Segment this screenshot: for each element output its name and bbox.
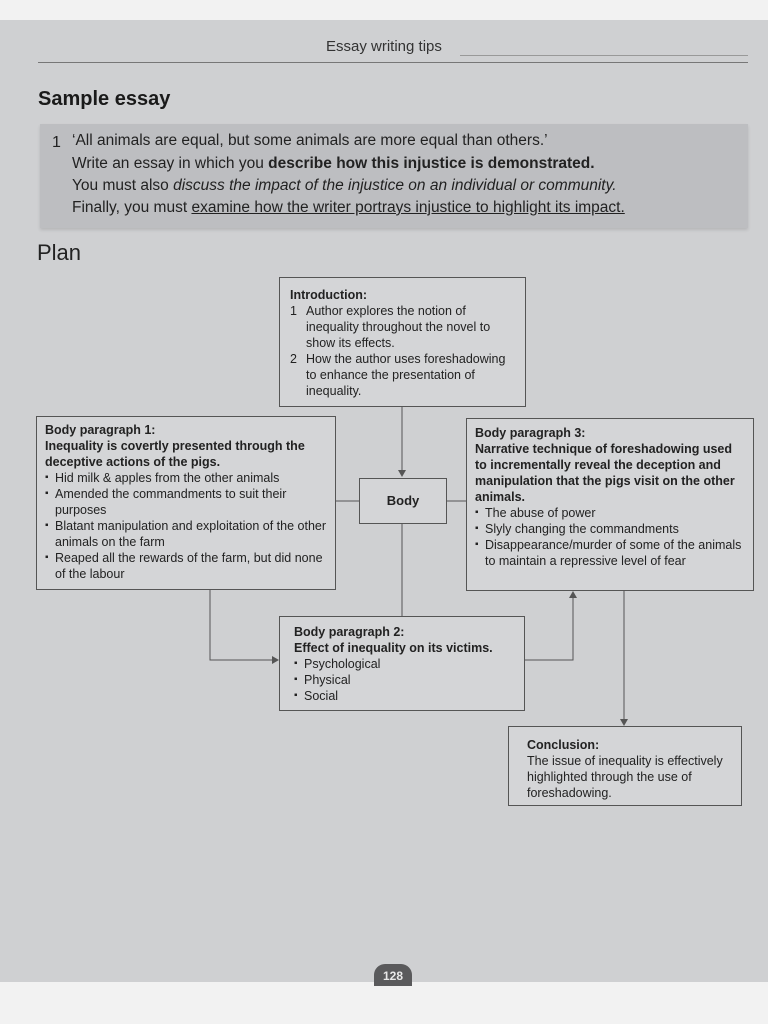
question-line-1: ‘All animals are equal, but some animals are more equal than others.’ — [72, 132, 548, 149]
introduction-item-2: 2 How the author uses foreshadowing to enhance the presentation of inequality. — [290, 352, 506, 398]
introduction-item-1: 1 Author explores the notion of inequality throughout the novel to show its effects. — [290, 304, 491, 350]
body-paragraph-1-item: ▪ Hid milk & apples from the other animals — [45, 470, 327, 486]
body-paragraph-3-box — [466, 418, 754, 591]
body-paragraph-1-item: ▪ Blatant manipulation and exploitation of the other animals on the farm — [45, 518, 327, 550]
introduction-title: Introduction: — [290, 288, 368, 302]
body-paragraph-1-box — [36, 416, 336, 590]
body-paragraph-1-title: Body paragraph 1: — [45, 423, 156, 437]
body-paragraph-1-item: ▪ Amended the commandments to suit their purposes — [45, 486, 327, 518]
arrow-down-body — [398, 470, 406, 477]
body-paragraph-3-item: ▪ The abuse of power — [475, 505, 745, 521]
body-paragraph-1-subtitle: Inequality is covertly presented through the deceptive actions of the pigs. — [45, 439, 305, 469]
body-paragraph-2-subtitle: Effect of inequality on its victims. — [294, 641, 493, 655]
body-paragraph-2-item: ▪ Psychological — [294, 656, 510, 672]
question-line-3: You must also discuss the impact of the injustice on an individual or community. — [72, 177, 617, 194]
body-paragraph-2-item: ▪ Physical — [294, 672, 510, 688]
connector-body1-to-body2 — [210, 590, 278, 660]
connector-body2-to-body3 — [524, 596, 573, 660]
arrow-right-body2 — [272, 656, 279, 664]
conclusion-box — [508, 726, 742, 806]
body-paragraph-2-title: Body paragraph 2: — [294, 625, 405, 639]
introduction-box — [279, 277, 526, 407]
question-line-4: Finally, you must examine how the writer portrays injustice to highlight its impact. — [72, 199, 625, 216]
body-paragraph-2-item: ▪ Social — [294, 688, 510, 704]
arrow-up-body3 — [569, 591, 577, 598]
body-center-box: Body — [359, 478, 447, 524]
body-paragraph-1-item: ▪ Reaped all the rewards of the farm, but did none of the labour — [45, 550, 327, 582]
section-title: Sample essay — [38, 88, 171, 110]
question-number: 1 — [52, 134, 61, 151]
conclusion-text: The issue of inequality is effectively highlighted through the use of foreshadowing. — [527, 754, 723, 800]
running-title: Essay writing tips — [326, 38, 442, 55]
conclusion-title: Conclusion: — [527, 738, 600, 752]
question-line-2: Write an essay in which you describe how this injustice is demonstrated. — [72, 155, 595, 172]
body-paragraph-3-title: Body paragraph 3: — [475, 426, 586, 440]
arrow-down-conclusion — [620, 719, 628, 726]
body-paragraph-3-item: ▪ Disappearance/murder of some of the animals to maintain a repressive level of fear — [475, 537, 745, 569]
body-paragraph-3-item: ▪ Slyly changing the commandments — [475, 521, 745, 537]
body-paragraph-2-box — [279, 616, 525, 711]
page-number: 128 — [374, 964, 412, 986]
plan-title: Plan — [37, 240, 82, 265]
body-paragraph-3-subtitle: Narrative technique of foreshadowing used to incrementally reveal the deception and manipulation that the pigs visit on the other animals. — [475, 442, 735, 504]
